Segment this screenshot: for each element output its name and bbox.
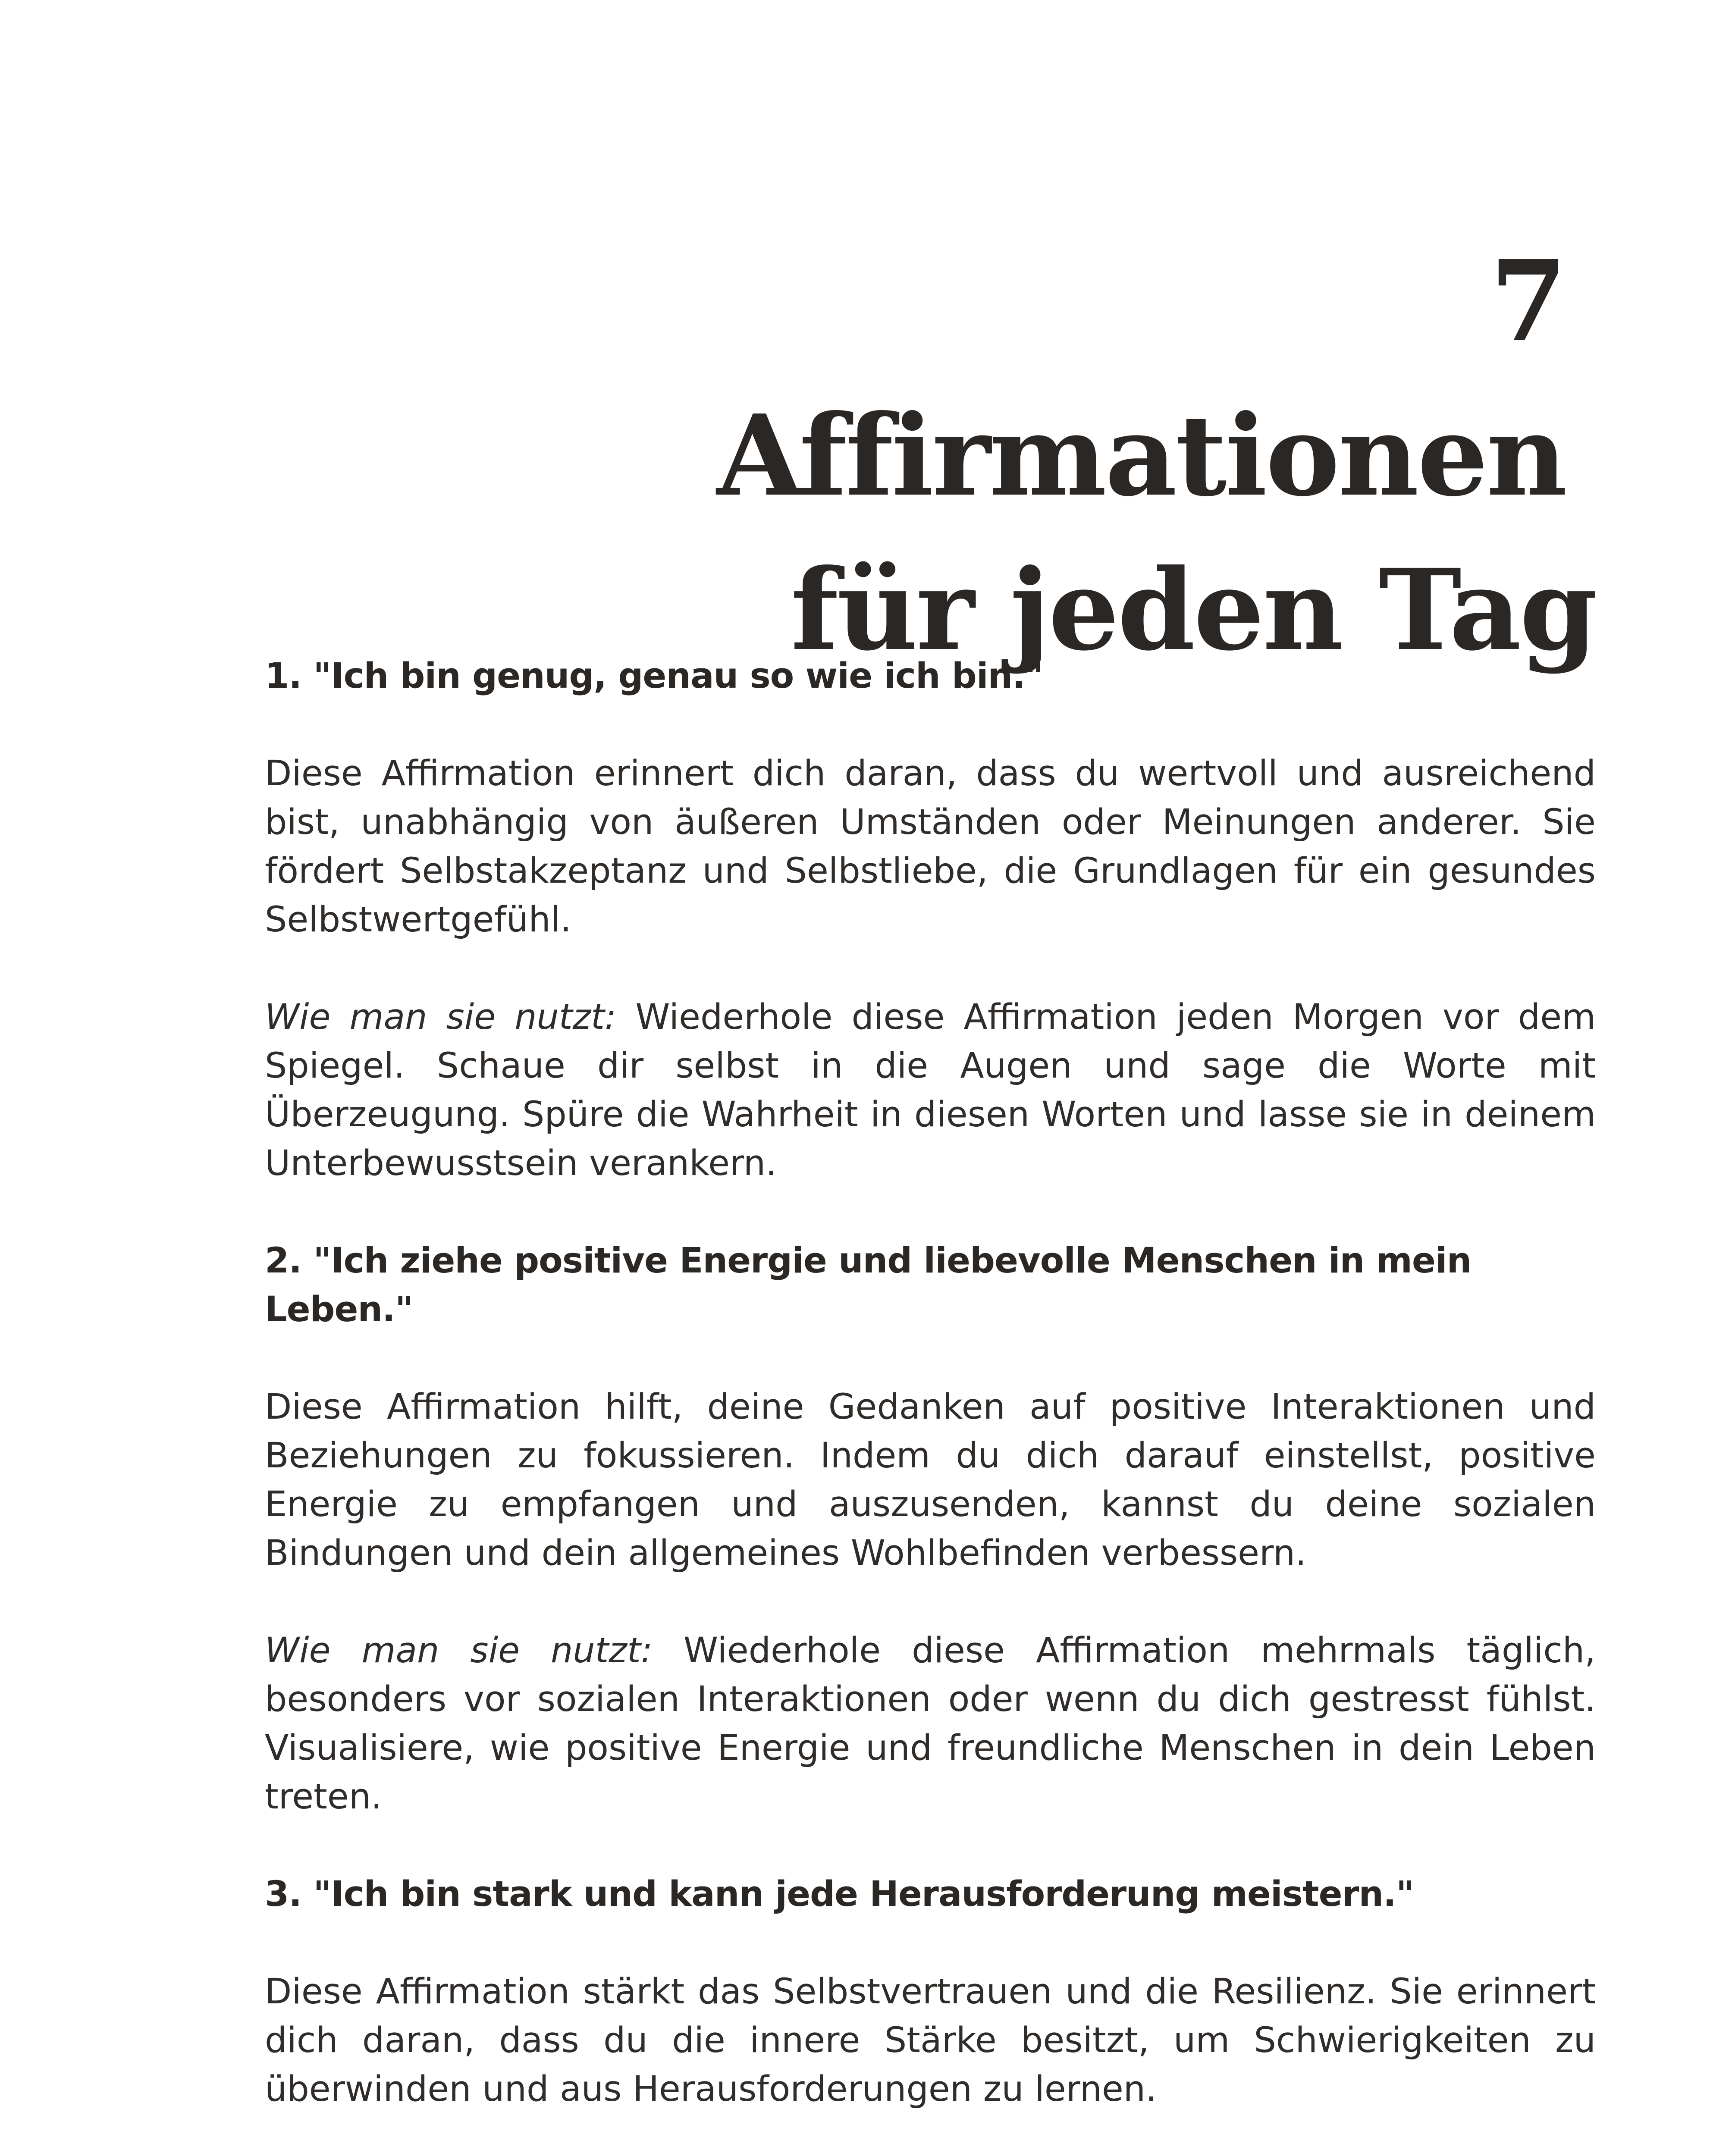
title-line-1: 7 Affirmationen <box>716 236 1566 521</box>
affirmation-usage <box>265 1626 1596 1821</box>
affirmation-section-2 <box>265 1237 1596 1821</box>
title-line-2: für jeden Tag <box>791 545 1596 675</box>
usage-label: Wie man sie nutzt: <box>265 1630 653 1671</box>
usage-text: Wiederhole diese Affirmation jeden Morgen vor dem Spiegel. Schaue dir selbst in die Augen und sage die Worte mit Überzeugung. Spüre die Wahrheit in diesen Worten und lasse sie in deinem Unterbewusstsein verankern. <box>265 997 1596 1184</box>
affirmation-heading: 1. "Ich bin genug, genau so wie ich bin." <box>265 656 1043 696</box>
affirmations-list <box>265 652 1596 2156</box>
usage-text: Wiederhole diese Affirmation mehrmals täglich, besonders vor sozialen Interaktionen oder wenn du dich gestresst fühlst. Visualisiere, wie positive Energie und freundliche Menschen in dein Leben treten. <box>265 1630 1596 1817</box>
affirmation-usage <box>265 993 1596 1188</box>
page-title <box>647 224 1596 687</box>
affirmation-description: Diese Affirmation erinnert dich daran, dass du wertvoll und ausreichend bist, unabhängig von äußeren Umständen oder Meinungen anderer. Sie fördert Selbstakzeptanz und Selbstliebe, die Grundlagen für ein gesundes Selbstwertgefühl. <box>265 753 1596 940</box>
affirmation-heading: 2. "Ich ziehe positive Energie und liebevolle Menschen in mein Leben." <box>265 1241 1472 1330</box>
affirmation-section-3 <box>265 1870 1596 2156</box>
usage-label: Wie man sie nutzt: <box>265 997 617 1037</box>
affirmation-description: Diese Affirmation hilft, deine Gedanken auf positive Interaktionen und Beziehungen zu fokussieren. Indem du dich darauf einstellst, positive Energie zu empfangen und auszusenden, kannst du deine sozialen Bindungen und dein allgemeines Wohlbefinden verbessern. <box>265 1387 1596 1573</box>
affirmation-section-1 <box>265 652 1596 1188</box>
affirmation-description: Diese Affirmation stärkt das Selbstvertrauen und die Resilienz. Sie erinnert dich daran, dass du die innere Stärke besitzt, um Schwierigkeiten zu überwinden und aus Herausforderungen zu lernen. <box>265 1971 1596 2109</box>
affirmation-heading: 3. "Ich bin stark und kann jede Herausforderung meistern." <box>265 1874 1414 1915</box>
